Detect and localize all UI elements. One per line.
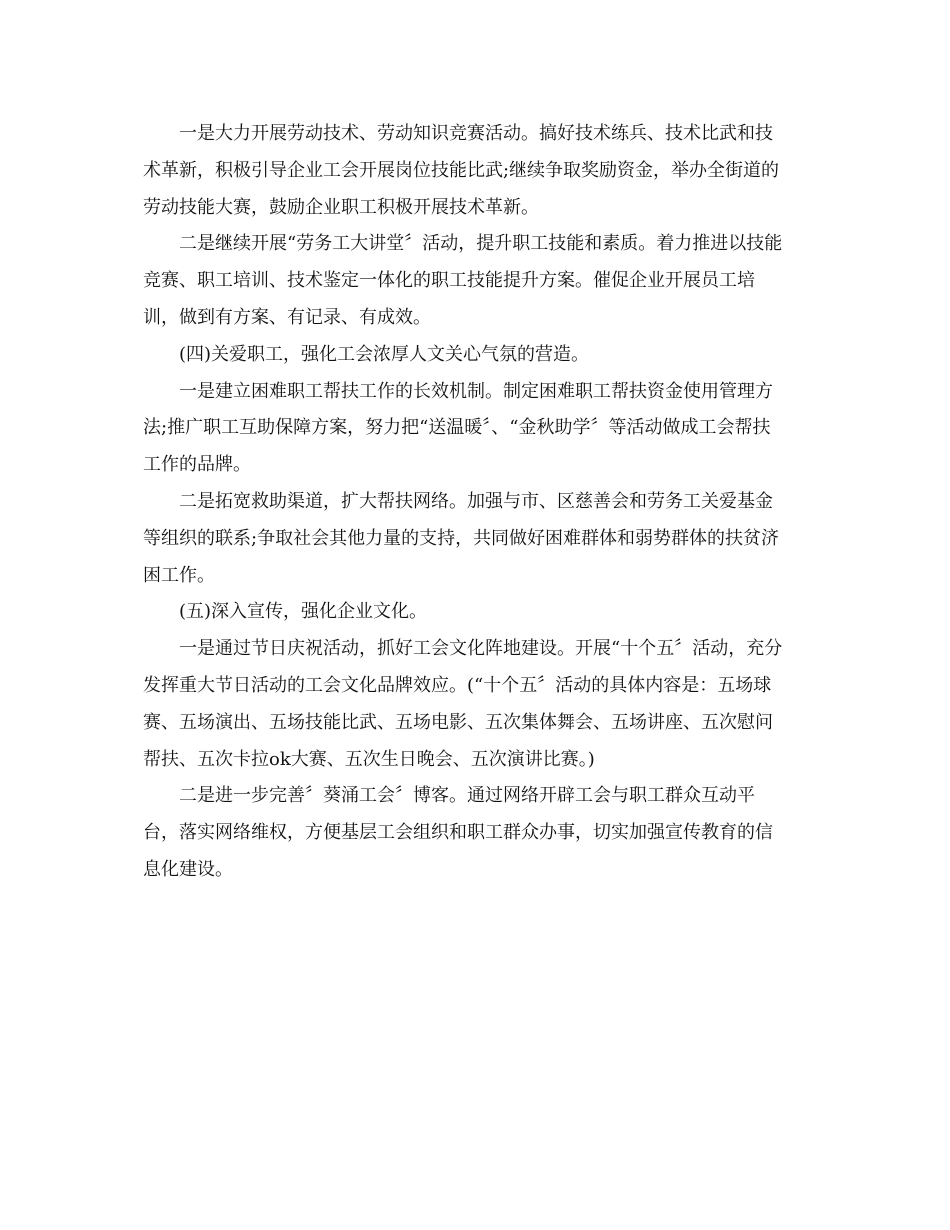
text-line: 二是进一步完善〞葵涌工会〞博客。通过网络开辟工会与职工群众互动平 [179, 785, 755, 807]
text-line: 帮扶、五次卡拉ok大赛、五次生日晚会、五次演讲比赛。) [143, 748, 595, 770]
text-line: 台，落实网络维权，方便基层工会组织和职工群众办事，切实加强宣传教育的信 [143, 822, 773, 844]
text-line: 息化建设。 [143, 858, 233, 880]
text-line: 发挥重大节日活动的工会文化品牌效应。(“十个五〞活动的具体内容是：五场球 [143, 674, 772, 696]
paragraph-6 [143, 778, 808, 888]
paragraph-2 [143, 226, 808, 336]
text-line: (四)关爱职工，强化工会浓厚人文关心气氛的营造。 [179, 343, 590, 365]
text-line: 劳动技能大赛，鼓励企业职工积极开展技术革新。 [143, 196, 539, 218]
text-line: 法;推广职工互助保障方案，努力把“送温暖〞、“金秋助学〞等活动做成工会帮扶 [143, 417, 771, 439]
document-body [143, 116, 808, 889]
text-line: 竞赛、职工培训、技术鉴定一体化的职工技能提升方案。催促企业开展员工培 [143, 270, 755, 292]
text-line: 训，做到有方案、有记录、有成效。 [143, 306, 431, 328]
paragraph-4 [143, 484, 808, 594]
section-heading-5 [143, 594, 808, 631]
text-line: 一是建立困难职工帮扶工作的长效机制。制定困难职工帮扶资金使用管理方 [179, 380, 773, 402]
text-line: 术革新，积极引导企业工会开展岗位技能比武;继续争取奖励资金，举办全街道的 [143, 159, 780, 181]
text-line: 等组织的联系;争取社会其他力量的支持，共同做好困难群体和弱势群体的扶贫济 [143, 527, 780, 549]
text-line: 二是继续开展“劳务工大讲堂〞活动，提升职工技能和素质。着力推进以技能 [179, 233, 783, 255]
paragraph-1 [143, 116, 808, 226]
text-line: 困工作。 [143, 564, 215, 586]
paragraph-3 [143, 374, 808, 484]
text-line: 一是通过节日庆祝活动，抓好工会文化阵地建设。开展“十个五〞活动，充分 [179, 638, 783, 660]
text-line: 赛、五场演出、五场技能比武、五场电影、五次集体舞会、五场讲座、五次慰问 [143, 711, 773, 733]
text-line: 工作的品牌。 [143, 454, 251, 476]
text-line: 二是拓宽救助渠道，扩大帮扶网络。加强与市、区慈善会和劳务工关爱基金 [179, 490, 773, 512]
paragraph-5 [143, 631, 808, 778]
text-line: (五)深入宣传，强化企业文化。 [179, 601, 428, 623]
section-heading-4 [143, 337, 808, 374]
text-line: 一是大力开展劳动技术、劳动知识竞赛活动。搞好技术练兵、技术比武和技 [179, 123, 773, 144]
